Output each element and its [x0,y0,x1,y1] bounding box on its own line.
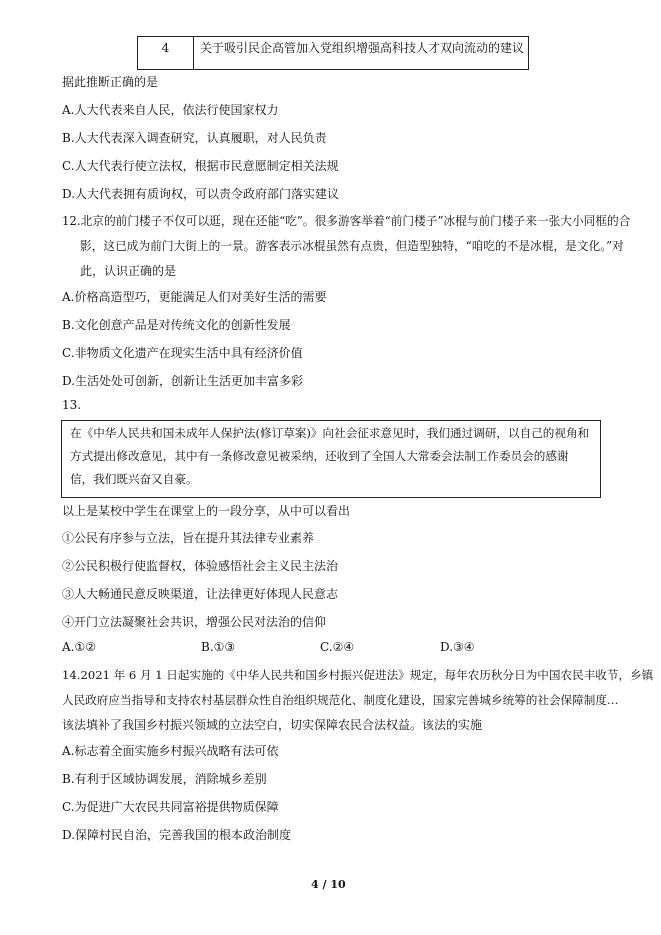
table-cell-number: 4 [138,37,194,69]
q12-option-b: B.文化创意产品是对传统文化的创新性发展 [62,318,291,332]
page-number: 4 / 10 [311,878,346,891]
q13-stem: 以上是某校中学生在课堂上的一段分享，从中可以看出 [62,504,351,518]
q12-stem-line-1: 12.北京的前门楼子不仅可以逛，现在还能“吃”。很多游客举着“前门楼子”冰棍与前门楼子来一张大小同框的合 [62,214,631,228]
q13-number: 13. [62,398,82,412]
q13-quote-box [61,420,601,498]
q13-item-4: ④开门立法凝聚社会共识，增强公民对法治的信仰 [62,615,327,629]
q12-stem-line-2: 影，这已成为前门大街上的一景。游客表示冰棍虽然有点贵，但造型独特，“咱吃的不是冰棍，是文化。”对 [80,239,624,253]
q14-stem-line-2: 人民政府应当指导和支持农村基层群众性自治组织规范化、制度化建设，国家完善城乡统筹的社会保障制度… [62,693,619,707]
proposal-table-row [137,36,529,70]
q13-item-2: ②公民积极行使监督权，体验感悟社会主义民主法治 [62,559,339,573]
q12-stem-line-3: 此，认识正确的是 [80,264,177,278]
q11-option-a: A.人大代表来自人民，依法行使国家权力 [62,103,279,117]
q11-option-c: C.人大代表行使立法权，根据市民意愿制定相关法规 [62,159,339,173]
q13-quote-line-2: 方式提出修改意见，其中有一条修改意见被采纳，还收到了全国人大常委会法制工作委员会的感谢 [70,449,569,463]
q13-choice-b: B.①③ [201,640,236,654]
q13-item-3: ③人大畅通民意反映渠道，让法律更好体现人民意志 [62,587,339,601]
q11-option-d: D.人大代表拥有质询权，可以责令政府部门落实建议 [62,187,340,201]
q13-choice-a: A.①② [62,640,96,654]
q12-option-c: C.非物质文化遗产在现实生活中具有经济价值 [62,346,303,360]
q13-quote-line-1: 在《中华人民共和国未成年人保护法(修订草案)》向社会征求意见时，我们通过调研，以自己的视角和 [70,426,590,440]
q13-item-1: ①公民有序参与立法，旨在提升其法律专业素养 [62,531,315,545]
q11-option-b: B.人大代表深入调查研究，认真履职，对人民负责 [62,131,327,145]
q12-option-d: D.生活处处可创新，创新让生活更加丰富多彩 [62,374,304,388]
q13-quote-line-3: 信，我们既兴奋又自豪。 [70,472,198,486]
q13-choice-c: C.②④ [320,640,355,654]
q12-option-a: A.价格高造型巧，更能满足人们对美好生活的需要 [62,290,327,304]
q14-option-b: B.有利于区域协调发展，消除城乡差别 [62,772,267,786]
q13-choice-d: D.③④ [440,640,475,654]
q14-option-a: A.标志着全面实施乡村振兴战略有法可依 [62,744,279,758]
q14-option-c: C.为促进广大农民共同富裕提供物质保障 [62,800,279,814]
q14-stem-line-3: 该法填补了我国乡村振兴领域的立法空白，切实保障农民合法权益。该法的实施 [62,718,483,732]
q11-stem: 据此推断正确的是 [62,75,159,89]
table-cell-text: 关于吸引民企高管加入党组织增强高科技人才双向流动的建议 [200,41,525,55]
q14-stem-line-1: 14.2021 年 6 月 1 日起实施的《中华人民共和国乡村振兴促进法》规定，每年农历秋分日为中国农民丰收节，乡镇 [62,668,654,682]
q14-option-d: D.保障村民自治，完善我国的根本政治制度 [62,828,292,842]
